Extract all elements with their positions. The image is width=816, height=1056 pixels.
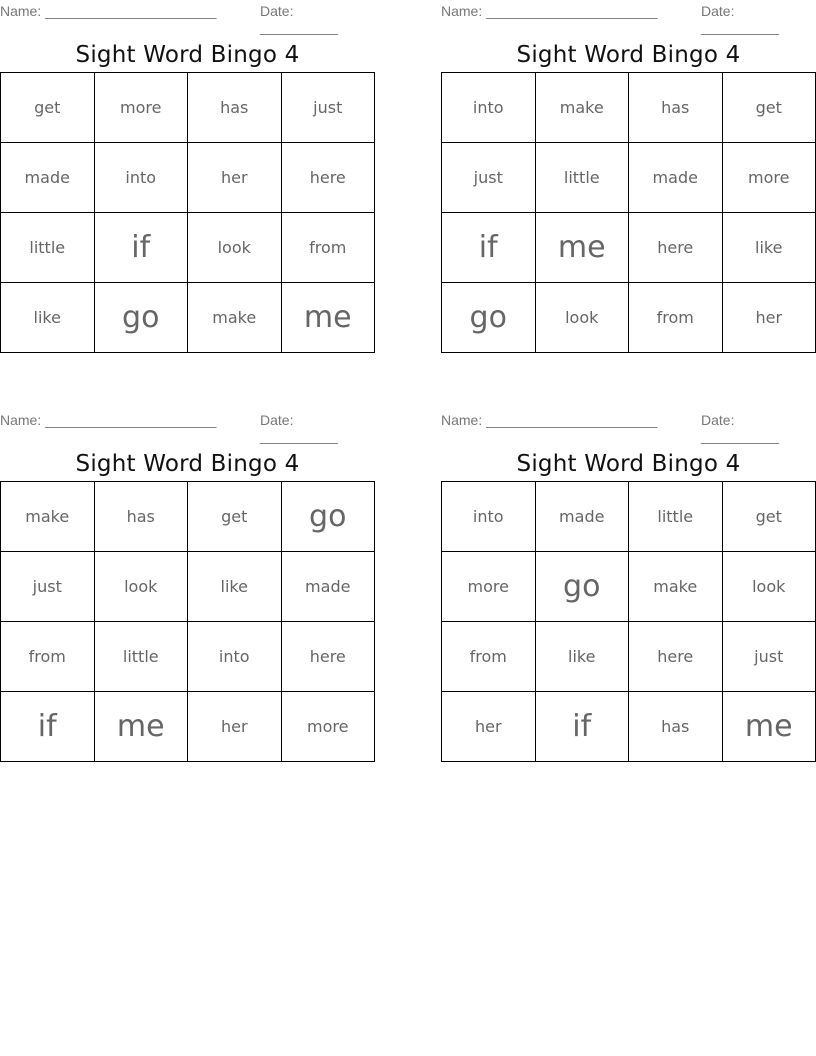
name-date-header [441, 0, 816, 35]
bingo-cell[interactable]: from [1, 622, 95, 692]
card-title: Sight Word Bingo 4 [75, 451, 300, 477]
bingo-cell[interactable]: go [281, 482, 375, 552]
date-field[interactable]: Date: __________ [260, 3, 338, 35]
bingo-cell[interactable]: made [1, 143, 95, 213]
bingo-cell[interactable]: her [188, 143, 282, 213]
bingo-row [1, 552, 375, 622]
bingo-cell[interactable]: made [535, 482, 629, 552]
bingo-cell[interactable]: here [281, 622, 375, 692]
bingo-row [1, 73, 375, 143]
bingo-cell[interactable]: has [629, 692, 723, 762]
bingo-cell[interactable]: little [1, 213, 95, 283]
bingo-cell[interactable]: little [629, 482, 723, 552]
bingo-row [1, 622, 375, 692]
bingo-row [442, 283, 816, 353]
bingo-row [442, 622, 816, 692]
bingo-cell[interactable]: has [629, 73, 723, 143]
card-title: Sight Word Bingo 4 [516, 451, 741, 477]
bingo-cell[interactable]: if [1, 692, 95, 762]
bingo-row [442, 73, 816, 143]
bingo-cell[interactable]: go [94, 283, 188, 353]
bingo-cell[interactable]: look [722, 552, 816, 622]
bingo-cell[interactable]: me [94, 692, 188, 762]
bingo-cell[interactable]: look [94, 552, 188, 622]
bingo-row [442, 143, 816, 213]
bingo-grid [0, 481, 375, 762]
bingo-cell[interactable]: get [1, 73, 95, 143]
bingo-cell[interactable]: look [535, 283, 629, 353]
bingo-cell[interactable]: me [281, 283, 375, 353]
name-field[interactable]: Name: ______________________ [441, 3, 658, 19]
bingo-row [1, 482, 375, 552]
bingo-cell[interactable]: if [535, 692, 629, 762]
bingo-grid [0, 72, 375, 353]
bingo-cell[interactable]: make [629, 552, 723, 622]
bingo-cell[interactable]: here [281, 143, 375, 213]
name-date-header [0, 409, 375, 444]
bingo-cell[interactable]: into [188, 622, 282, 692]
card-title: Sight Word Bingo 4 [516, 42, 741, 68]
bingo-cell[interactable]: like [188, 552, 282, 622]
bingo-cell[interactable]: like [535, 622, 629, 692]
bingo-cell[interactable]: more [722, 143, 816, 213]
date-field[interactable]: Date: __________ [701, 412, 779, 444]
bingo-cell[interactable]: just [722, 622, 816, 692]
name-field[interactable]: Name: ______________________ [0, 3, 217, 19]
bingo-row [442, 213, 816, 283]
name-date-header [0, 0, 375, 35]
bingo-row [442, 482, 816, 552]
bingo-cell[interactable]: get [722, 73, 816, 143]
card-title: Sight Word Bingo 4 [75, 42, 300, 68]
bingo-cell[interactable]: like [1, 283, 95, 353]
bingo-cell[interactable]: into [442, 482, 536, 552]
bingo-grid [441, 72, 816, 353]
bingo-cell[interactable]: make [188, 283, 282, 353]
bingo-cell[interactable]: more [281, 692, 375, 762]
bingo-cell[interactable]: has [94, 482, 188, 552]
bingo-cell[interactable]: her [188, 692, 282, 762]
bingo-cell[interactable]: from [281, 213, 375, 283]
bingo-cell[interactable]: here [629, 622, 723, 692]
bingo-row [1, 143, 375, 213]
bingo-cell[interactable]: go [442, 283, 536, 353]
name-field[interactable]: Name: ______________________ [441, 412, 658, 428]
bingo-cell[interactable]: just [442, 143, 536, 213]
date-field[interactable]: Date: __________ [260, 412, 338, 444]
bingo-cell[interactable]: if [94, 213, 188, 283]
bingo-cell[interactable]: from [442, 622, 536, 692]
bingo-cell[interactable]: made [281, 552, 375, 622]
bingo-cell[interactable]: her [442, 692, 536, 762]
bingo-grid [441, 481, 816, 762]
bingo-cell[interactable]: here [629, 213, 723, 283]
bingo-row [1, 213, 375, 283]
bingo-cell[interactable]: get [188, 482, 282, 552]
bingo-cell[interactable]: make [1, 482, 95, 552]
bingo-cell[interactable]: get [722, 482, 816, 552]
bingo-cell[interactable]: me [535, 213, 629, 283]
bingo-cell[interactable]: me [722, 692, 816, 762]
bingo-cell[interactable]: make [535, 73, 629, 143]
name-date-header [441, 409, 816, 444]
name-field[interactable]: Name: ______________________ [0, 412, 217, 428]
bingo-row [442, 692, 816, 762]
bingo-cell[interactable]: just [281, 73, 375, 143]
bingo-row [442, 552, 816, 622]
bingo-cell[interactable]: from [629, 283, 723, 353]
bingo-cell[interactable]: if [442, 213, 536, 283]
bingo-cell[interactable]: her [722, 283, 816, 353]
bingo-cell[interactable]: more [94, 73, 188, 143]
bingo-cell[interactable]: little [94, 622, 188, 692]
bingo-row [1, 692, 375, 762]
bingo-cell[interactable]: made [629, 143, 723, 213]
bingo-cell[interactable]: like [722, 213, 816, 283]
bingo-cell[interactable]: go [535, 552, 629, 622]
bingo-cell[interactable]: into [442, 73, 536, 143]
bingo-cell[interactable]: just [1, 552, 95, 622]
bingo-cell[interactable]: more [442, 552, 536, 622]
date-field[interactable]: Date: __________ [701, 3, 779, 35]
bingo-cell[interactable]: into [94, 143, 188, 213]
bingo-cell[interactable]: look [188, 213, 282, 283]
bingo-cell[interactable]: little [535, 143, 629, 213]
bingo-cell[interactable]: has [188, 73, 282, 143]
bingo-row [1, 283, 375, 353]
